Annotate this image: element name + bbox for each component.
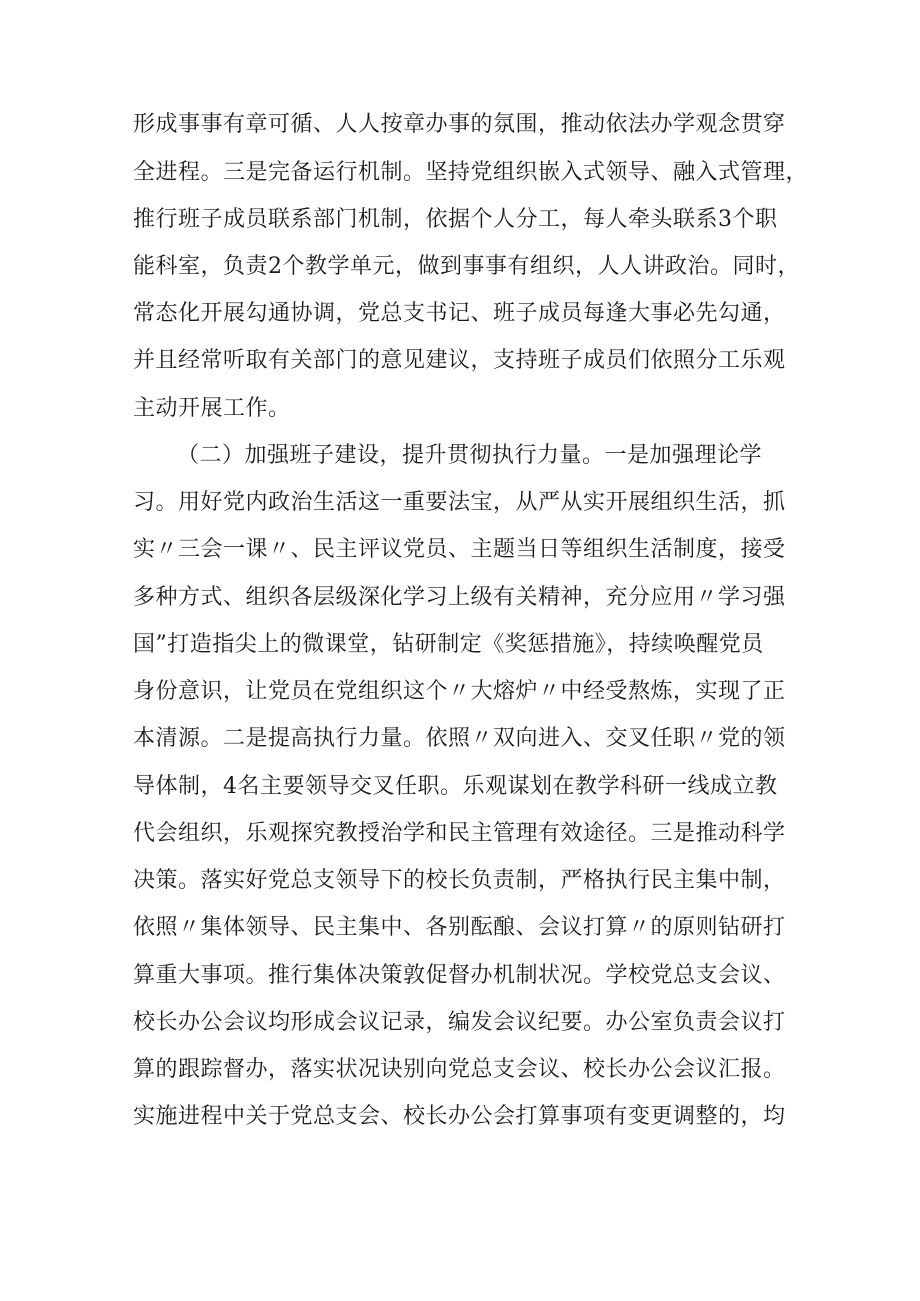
- text-line-20: 校长办公会议均形成会议记录，编发会议纪要。办公室负责会议打: [133, 1010, 786, 1035]
- text-line-11: 多种方式、组织各层级深化学习上级有关精神，充分应用〃学习强: [133, 585, 786, 610]
- text-line-6: 并且经常听取有关部门的意见建议，支持班子成员们依照分工乐观: [133, 348, 786, 373]
- paragraph-heading-line: （二）加强班子建设，提升贯彻执行力量。一是加强理论学: [177, 443, 763, 468]
- text-line-16: 代会组织，乐观探究教授治学和民主管理有效途径。三是推动科学: [133, 821, 786, 846]
- text-line-19: 算重大事项。推行集体决策敦促督办机制状况。学校党总支会议、: [133, 963, 786, 988]
- text-line-3: 推行班子成员联系部门机制，依据个人分工，每人牵头联系3个职: [133, 207, 778, 232]
- text-line-21: 算的跟踪督办，落实状况诀别向党总支会议、校长办公会议汇报。: [133, 1057, 786, 1082]
- text-line-2: 全进程。三是完备运行机制。坚持党组织嵌入式领导、融入式管理，: [133, 160, 809, 185]
- text-line-7: 主动开展工作。: [133, 396, 291, 421]
- text-line-1: 形成事事有章可循、人人按章办事的氛围，推动依法办学观念贯穿: [133, 112, 786, 137]
- text-line-12: 国”打造指尖上的微课堂，钻研制定《奖惩措施》，持续唤醒党员: [133, 632, 764, 657]
- text-line-14: 本清源。二是提高执行力量。依照〃双向进入、交叉任职〃党的领: [133, 726, 786, 751]
- text-line-9: 习。用好党内政治生活这一重要法宝，从严从实开展组织生活，抓: [133, 490, 786, 515]
- text-line-18: 依照〃集体领导、民主集中、各别酝酿、会议打算〃的原则钻研打: [133, 915, 786, 940]
- text-line-15: 导体制，4名主要领导交叉任职。乐观谋划在教学科研一线成立教: [133, 774, 778, 799]
- text-line-22: 实施进程中关于党总支会、校长办公会打算事项有变更调整的，均: [133, 1104, 786, 1129]
- text-line-13: 身份意识，让党员在党组织这个〃大熔炉〃中经受熬炼，实现了正: [133, 679, 786, 704]
- text-line-17: 决策。落实好党总支领导下的校长负责制，严格执行民主集中制，: [133, 868, 786, 893]
- text-line-5: 常态化开展勾通协调，党总支书记、班子成员每逢大事必先勾通，: [133, 301, 786, 326]
- text-line-4: 能科室，负责2个教学单元，做到事事有组织，人人讲政治。同时，: [133, 254, 800, 279]
- text-line-10: 实〃三会一课〃、民主评议党员、主题当日等组织生活制度，接受: [133, 537, 786, 562]
